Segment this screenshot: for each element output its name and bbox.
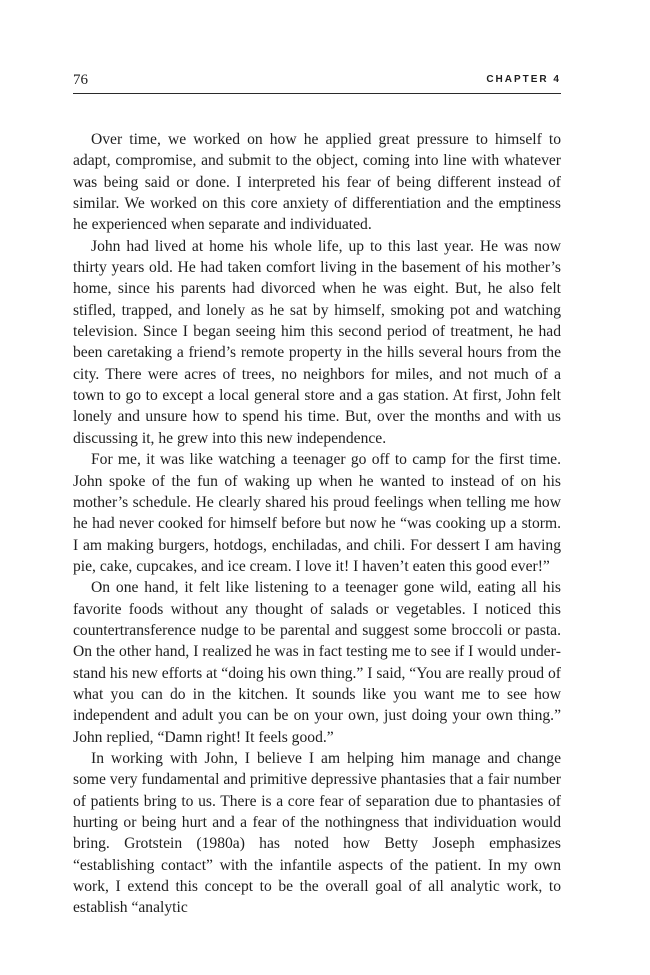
paragraph-1: Over time, we worked on how he applied great pressure to himself to adapt, compromise, and submit to the object, coming into line with whatever was being said or done. I interpreted his fear of being different instead of similar. We worked on this core anxiety of differentiation and the emptiness he experienced when separate and individuated.: [73, 131, 561, 234]
body-text: [73, 129, 561, 919]
paragraph-5: In working with John, I believe I am helping him manage and change some very fundamental and primitive depressive phantasies that a fair number of patients bring to us. There is a core fear of separation due to phantasies of hurting or being hurt and a fear of the nothingness that individuation would bring. Grotstein (1980a) has noted how Betty Joseph emphasizes “establishing contact” with the infantile aspects of the patient. In my own work, I extend this concept to be the overall goal of all analytic work, to establish “analytic: [73, 749, 561, 917]
paragraph-3: For me, it was like watching a teenager go off to camp for the first time. John spoke of the fun of waking up when he wanted to instead of on his mother’s schedule. He clearly shared his proud feelings when telling me how he had never cooked for himself before but now he “was cooking up a storm. I am making burgers, hotdogs, enchiladas, and chili. For dessert I am having pie, cake, cupcakes, and ice cream. I love it! I haven’t eaten this good ever!”: [73, 451, 561, 575]
page-number: 76: [73, 72, 88, 88]
paragraph-4: On one hand, it felt like listening to a teenager gone wild, eating all his favorite foods without any thought of salads or vegetables. I noticed this countertransference nudge to be parental and suggest some broccoli or pasta. On the other hand, I realized he was in fact testing me to see if I would understand his new efforts at “doing his own thing.” I said, “You are really proud of what you can do in the kitchen. It sounds like you want me to see how independent and adult you can be on your own, just doing your own thing.” John replied, “Damn right! It feels good.”: [73, 579, 561, 746]
chapter-label: CHAPTER 4: [486, 74, 561, 85]
running-head: [73, 71, 561, 94]
paragraph-2: John had lived at home his whole life, up to this last year. He was now thirty years old. He had taken comfort living in the basement of his mother’s home, since his parents had divorced when he was eight. But, he also felt stifled, trapped, and lonely as he sat by himself, smoking pot and watching television. Since I began seeing him this second period of treatment, he had been caretaking a friend’s remote property in the hills several hours from the city. There were acres of trees, no neighbors for miles, and not much of a town to go to except a local general store and a gas station. At first, John felt lonely and unsure how to spend his time. But, over the months and with us discussing it, he grew into this new independence.: [73, 237, 561, 447]
